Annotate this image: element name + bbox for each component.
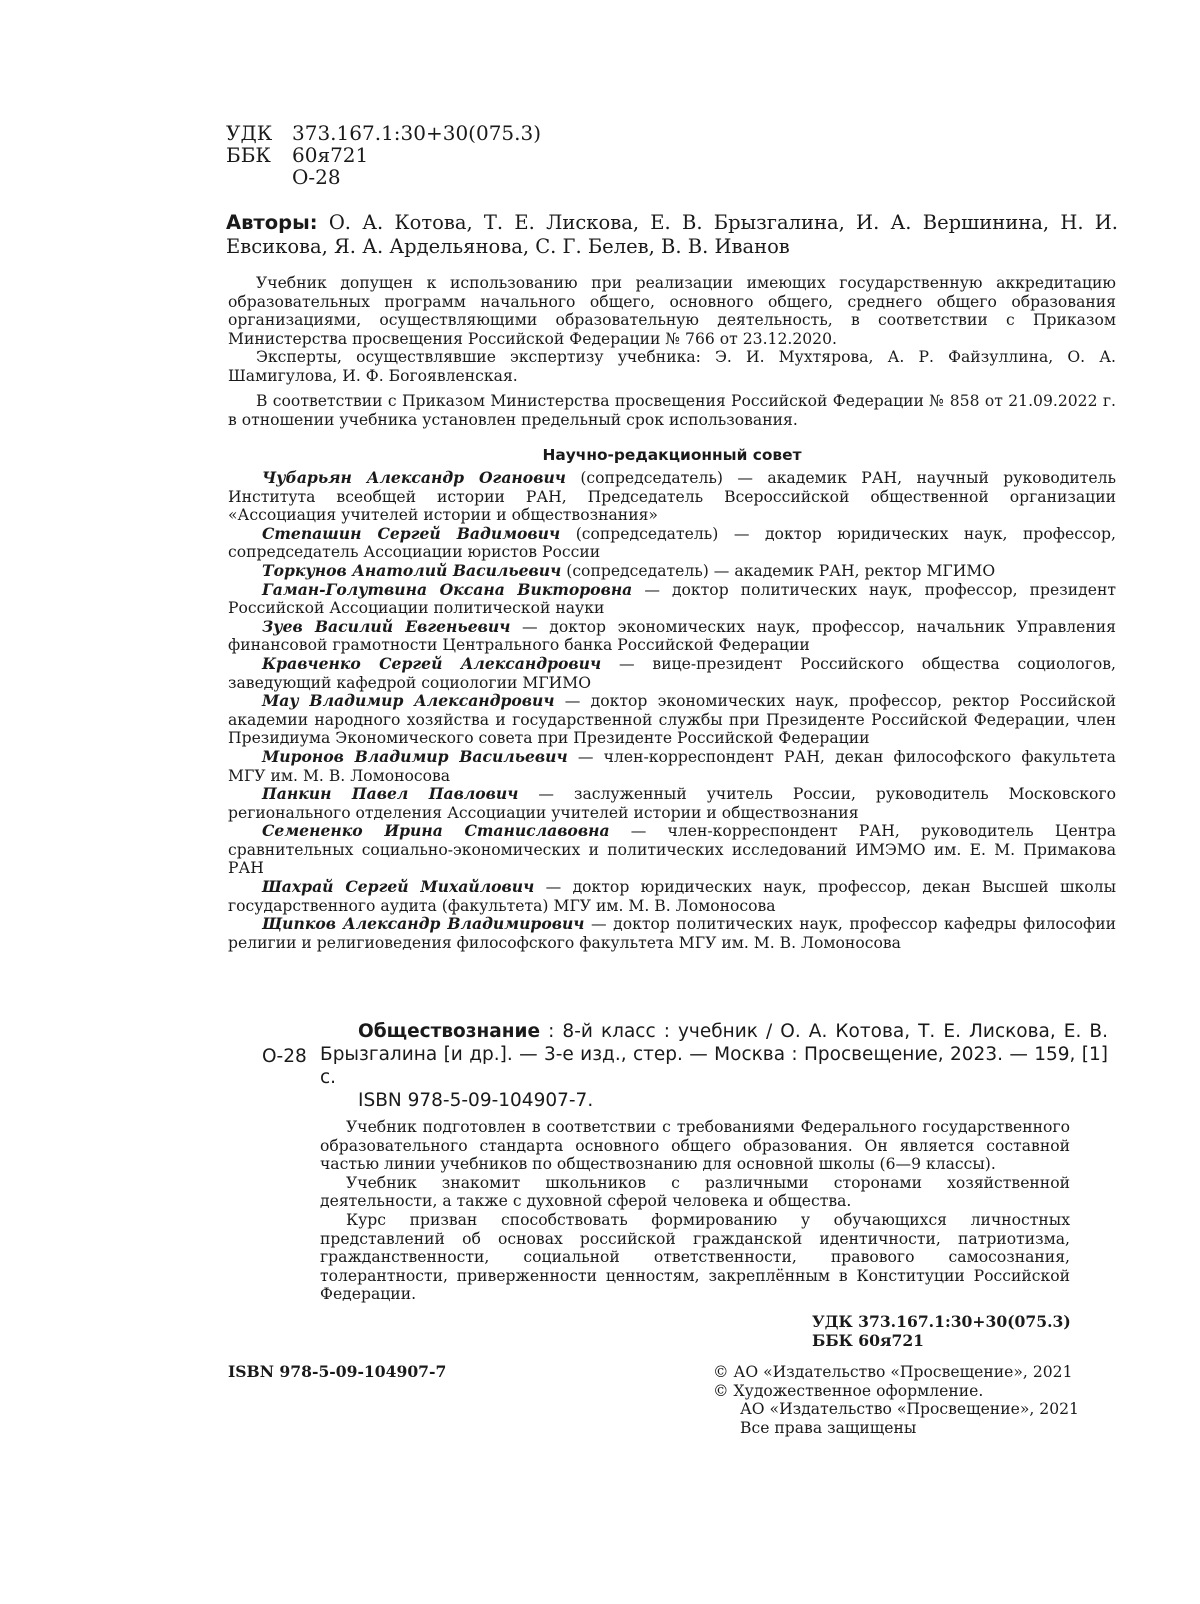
annotation-paragraph: Курс призван способствовать формированию у обучающихся личностных представлений об основах российской гражданской идентичности, патриотизма, гражданственности, социальной ответственности, правового самосознания, толерантности, приверженности ценностям, закреплённым в Конституции Российской Федерации. <box>320 1210 1070 1304</box>
isbn-bottom: ISBN 978-5-09-104907-7 <box>228 1362 447 1381</box>
member-name: Зуев Василий Евгеньевич <box>262 616 511 636</box>
member-desc: (сопредседатель) — академик РАН, ректор МГИМО <box>561 561 996 580</box>
member-desc: — член-корреспондент РАН, руководитель Центра сравнительных социально-экономических и политических исследований ИМЭМО им. Е. М. Примакова РАН <box>228 822 1116 878</box>
council-member <box>228 581 1116 618</box>
udk-label: УДК <box>226 121 273 145</box>
udk-value: 373.167.1:30+30(075.3) <box>292 121 542 145</box>
copyright-block <box>713 1363 1113 1437</box>
council-member <box>228 525 1116 562</box>
member-name: Гаман-Голутвина Оксана Викторовна <box>262 579 633 599</box>
member-name: Семененко Ирина Станиславовна <box>262 821 610 841</box>
member-name: Мау Владимир Александрович <box>262 691 555 711</box>
council-member <box>228 878 1116 915</box>
classification-block <box>226 122 541 188</box>
bibliographic-record <box>320 1020 1108 1112</box>
member-desc: — доктор юридических наук, профессор, декан Высшей школы государственного аудита (факультета) МГУ им. М. В. Ломоносова <box>228 878 1116 915</box>
council-list <box>228 469 1116 952</box>
member-desc: — вице-президент Российского общества социологов, заведующий кафедрой социологии МГИМО <box>228 654 1116 692</box>
council-member <box>228 785 1116 822</box>
term-notice-block <box>228 392 1116 429</box>
member-name: Миронов Владимир Васильевич <box>262 746 568 766</box>
book-title: Обществознание <box>358 1021 541 1042</box>
bibliographic-description <box>320 1020 1108 1089</box>
member-name: Торкунов Анатолий Васильевич <box>262 560 562 580</box>
bibliographic-isbn: ISBN 978-5-09-104907-7. <box>358 1090 594 1111</box>
bbk-value: 60я721 <box>292 143 369 167</box>
member-desc: — доктор политических наук, профессор, президент Российской Ассоциации политической науки <box>228 580 1116 618</box>
bbk-line <box>226 144 541 166</box>
authors-names: О. А. Котова, Т. Е. Лискова, Е. В. Брызгалина, И. А. Вершинина, Н. И. Евсикова, Я. А. Ардельянова, С. Г. Белев, В. В. Иванов <box>226 211 1118 258</box>
member-name: Чубарьян Александр Оганович <box>262 468 566 487</box>
council-title: Научно-редакционный совет <box>542 446 802 464</box>
member-desc: — доктор экономических наук, профессор, ректор Российской академии народного хозяйства и государственной службы при Президенте Российской Федерации, член Президиума Экономического совета при Президенте Российской Федерации <box>228 692 1117 748</box>
bbk-bottom: ББК 60я721 <box>812 1330 925 1350</box>
approval-text: Учебник допущен к использованию при реализации имеющих государственную аккредитацию образовательных программ начального общего, основного общего, среднего общего образования организациями, осуществляющими образовательную деятельность, в соответствии с Приказом Министерства просвещения Российской Федерации № 766 от 23.12.2020. <box>228 274 1116 348</box>
book-description: : 8-й класс : учебник / О. А. Котова, Т. Е. Лискова, Е. В. Брызгалина [и др.]. — 3-е изд., стер. — Москва : Просвещение, 2023. — 159, [1] с. <box>320 1021 1108 1088</box>
council-member <box>228 618 1116 655</box>
member-desc: — член-корреспондент РАН, декан философского факультета МГУ им. М. В. Ломоносова <box>228 747 1116 785</box>
council-member <box>228 562 1116 581</box>
council-member <box>228 748 1116 785</box>
annotation-paragraph: Учебник подготовлен в соответствии с требованиями Федерального государственного образовательного стандарта основного общего образования. Он является составной частью линии учебников по обществознанию для основной школы (6—9 классы). <box>320 1118 1070 1174</box>
council-member <box>228 915 1116 952</box>
council-member <box>228 469 1116 525</box>
udk-line <box>226 122 541 144</box>
council-member <box>228 655 1116 692</box>
classification-bottom <box>812 1313 1071 1350</box>
council-member <box>228 822 1116 878</box>
copyright-line: © АО «Издательство «Просвещение», 2021 <box>713 1363 1073 1381</box>
rights-reserved: Все права защищены <box>740 1418 917 1437</box>
member-desc: — доктор экономических наук, профессор, начальник Управления финансовой грамотности Центрального банка Российской Федерации <box>228 617 1116 655</box>
member-desc: — доктор политических наук, профессор кафедры философии религии и религиоведения философского факультета МГУ им. М. В. Ломоносова <box>228 915 1116 952</box>
copyright-line: АО «Издательство «Просвещение», 2021 <box>740 1400 1079 1419</box>
approval-block <box>228 274 1116 386</box>
bibliographic-code: О-28 <box>262 1046 307 1067</box>
copyright-line: © Художественное оформление. <box>713 1381 984 1400</box>
council-member <box>228 692 1116 748</box>
member-name: Степашин Сергей Вадимович <box>262 523 561 543</box>
authors-block <box>226 211 1118 259</box>
author-mark-line <box>226 166 541 188</box>
author-mark: О-28 <box>292 165 341 189</box>
annotation-block <box>320 1118 1070 1304</box>
member-name: Шахрай Сергей Михайлович <box>262 877 535 897</box>
member-name: Щипков Александр Владимирович <box>262 914 585 934</box>
udk-bottom: УДК 373.167.1:30+30(075.3) <box>812 1312 1071 1331</box>
experts-text: Эксперты, осуществлявшие экспертизу учебника: Э. И. Мухтярова, А. Р. Файзуллина, О. А. Шамигулова, И. Ф. Богоявленская. <box>228 348 1116 385</box>
member-name: Кравченко Сергей Александрович <box>262 653 602 673</box>
bbk-label: ББК <box>226 143 271 167</box>
term-notice: В соответствии с Приказом Министерства просвещения Российской Федерации № 858 от 21.09.2022 г. в отношении учебника установлен предельный срок использования. <box>228 392 1116 429</box>
authors-label: Авторы: <box>226 211 318 234</box>
annotation-paragraph: Учебник знакомит школьников с различными сторонами хозяйственной деятельности, а также с духовной сферой человека и общества. <box>320 1173 1070 1211</box>
member-desc: — заслуженный учитель России, руководитель Московского регионального отделения Ассоциации учителей истории и обществознания <box>228 785 1117 822</box>
member-desc: (сопредседатель) — доктор юридических наук, профессор, сопредседатель Ассоциации юристов России <box>228 524 1116 562</box>
member-name: Панкин Павел Павлович <box>262 784 519 804</box>
member-desc: (сопредседатель) — академик РАН, научный руководитель Института всеобщей истории РАН, Председатель Всероссийской общественной организации «Ассоциация учителей истории и обществознания» <box>228 469 1117 525</box>
